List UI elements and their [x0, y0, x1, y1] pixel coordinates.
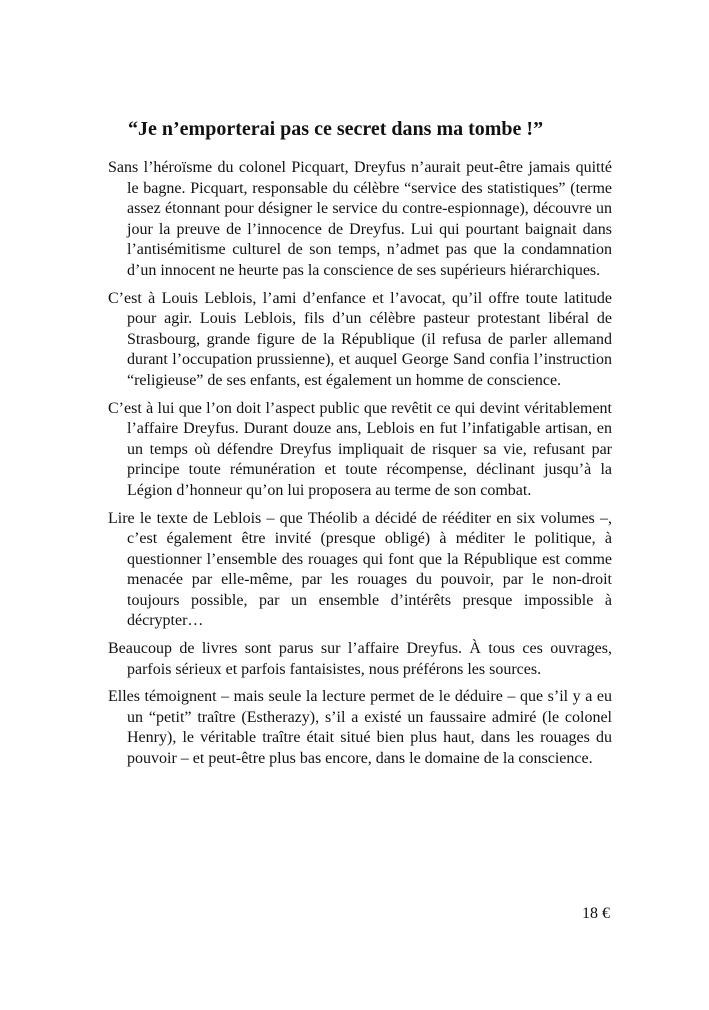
paragraph-6: Elles témoignent – mais seule la lecture permet de le déduire – que s’il y a eu un “petit” traître (Estherazy), s’il a existé un faussaire admiré (le colonel Henry), le véritable traître était situé bien plus haut, dans les rouages du pouvoir – et peut-être plus bas encore, dans le domaine de la conscience. — [108, 688, 612, 768]
paragraph-5: Beaucoup de livres sont parus sur l’affaire Dreyfus. À tous ces ouvrages, parfois sérieux et parfois fantaisistes, nous préférons les sources. — [108, 640, 612, 678]
body-text — [108, 158, 612, 777]
paragraph-3: C’est à lui que l’on doit l’aspect public que revêtit ce qui devint véritablement l’affaire Dreyfus. Durant douze ans, Leblois en fut l’infatigable artisan, en un temps où défendre Dreyfus impliquait de risquer sa vie, refusant par principe toute rémunération et toute récompense, déclinant jusqu’à la Légion d’honneur qu’on lui proposera au terme de son combat. — [108, 399, 612, 499]
paragraph-4: Lire le texte de Leblois – que Théolib a décidé de rééditer en six volumes –, c’est également être invité (presque obligé) à méditer le politique, à questionner l’ensemble des rouages qui font que la République est comme menacée par elle-même, par les rouages du pouvoir, par le non-droit toujours possible, par un ensemble d’intérêts presque impossible à décrypter… — [108, 509, 612, 630]
page-title: “Je n’emporterai pas ce secret dans ma tombe !” — [128, 118, 544, 140]
price-label: 18 € — [582, 905, 610, 922]
paragraph-2: C’est à Louis Leblois, l’ami d’enfance et l’avocat, qu’il offre toute latitude pour agir. Louis Leblois, fils d’un célèbre pasteur protestant libéral de Strasbourg, grande figure de la République (il refusa de parler allemand durant l’occupation prussienne), et auquel George Sand confia l’instruction “religieuse” de ses enfants, est également un homme de conscience. — [108, 289, 612, 389]
paragraph-1: Sans l’héroïsme du colonel Picquart, Dreyfus n’aurait peut-être jamais quitté le bagne. Picquart, responsable du célèbre “service des statistiques” (terme assez étonnant pour désigner le service du contre-espionnage), découvre un jour la preuve de l’innocence de Dreyfus. Lui qui pourtant baignait dans l’antisémitisme culturel de son temps, n’admet pas que la condamnation d’un innocent ne heurte pas la conscience de ses supérieurs hiérarchiques. — [108, 159, 612, 279]
